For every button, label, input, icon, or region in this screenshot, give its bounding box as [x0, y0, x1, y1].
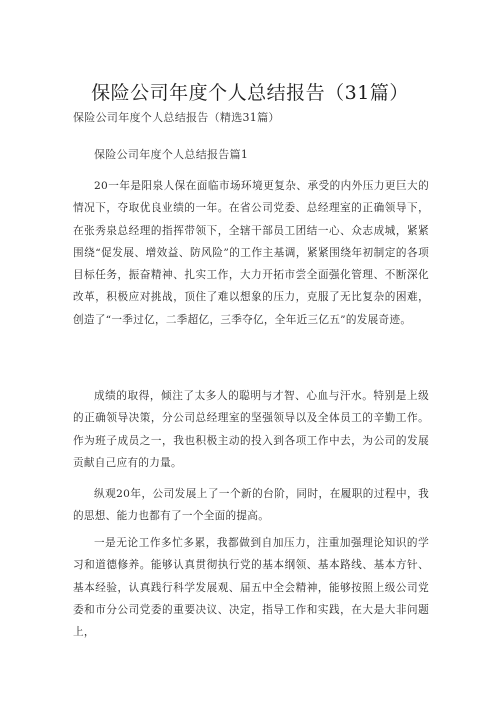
- body-paragraph: 成绩的取得，倾注了太多人的聪明与才智、心血与汗水。特别是上级的正确领导决策，分公司总经理室的坚强领导以及全体员工的辛勤工作。作为班子成员之一，我也积极主动的投入到各项工作中去，为公司的发展贡献自己应有的力量。: [73, 390, 429, 469]
- document-subtitle: 保险公司年度个人总结报告（精选31篇）: [73, 111, 280, 124]
- body-paragraph: 一是无论工作多忙多累，我都做到自加压力，注重加强理论知识的学习和道德修养。能够认真贯彻执行党的基本纲领、基本路线、基本方针、基本经验，认真践行科学发展观、届五中全会精神，能够按照上级公司党委和市分公司党委的重要决议、决定，指导工作和实践，在大是大非问题上，: [73, 537, 429, 639]
- section-heading: 保险公司年度个人总结报告篇1: [94, 148, 249, 161]
- body-paragraph: 20一年是阳泉人保在面临市场环境更复杂、承受的内外压力更巨大的情况下，夺取优良业绩的一年。在省公司党委、总经理室的正确领导下，在张秀泉总经理的指挥带领下，全辖干部员工团结一心、众志成城，紧紧围绕“促发展、增效益、防风险”的工作主基调，紧紧围绕年初制定的各项目标任务，振奋精神、扎实工作，大力开拓市尝全面强化管理、不断深化改革，积极应对挑战，顶住了难以想象的压力，克服了无比复杂的困难，创造了“一季过亿，二季超亿，三季夺亿，全年近三亿五”的发展奇迹。: [73, 180, 429, 326]
- document-title: 保险公司年度个人总结报告（31篇）: [91, 82, 409, 104]
- body-paragraph: 纵观20年，公司发展上了一个新的台阶，同时，在履职的过程中，我的思想、能力也都有了一个全面的提高。: [73, 488, 429, 523]
